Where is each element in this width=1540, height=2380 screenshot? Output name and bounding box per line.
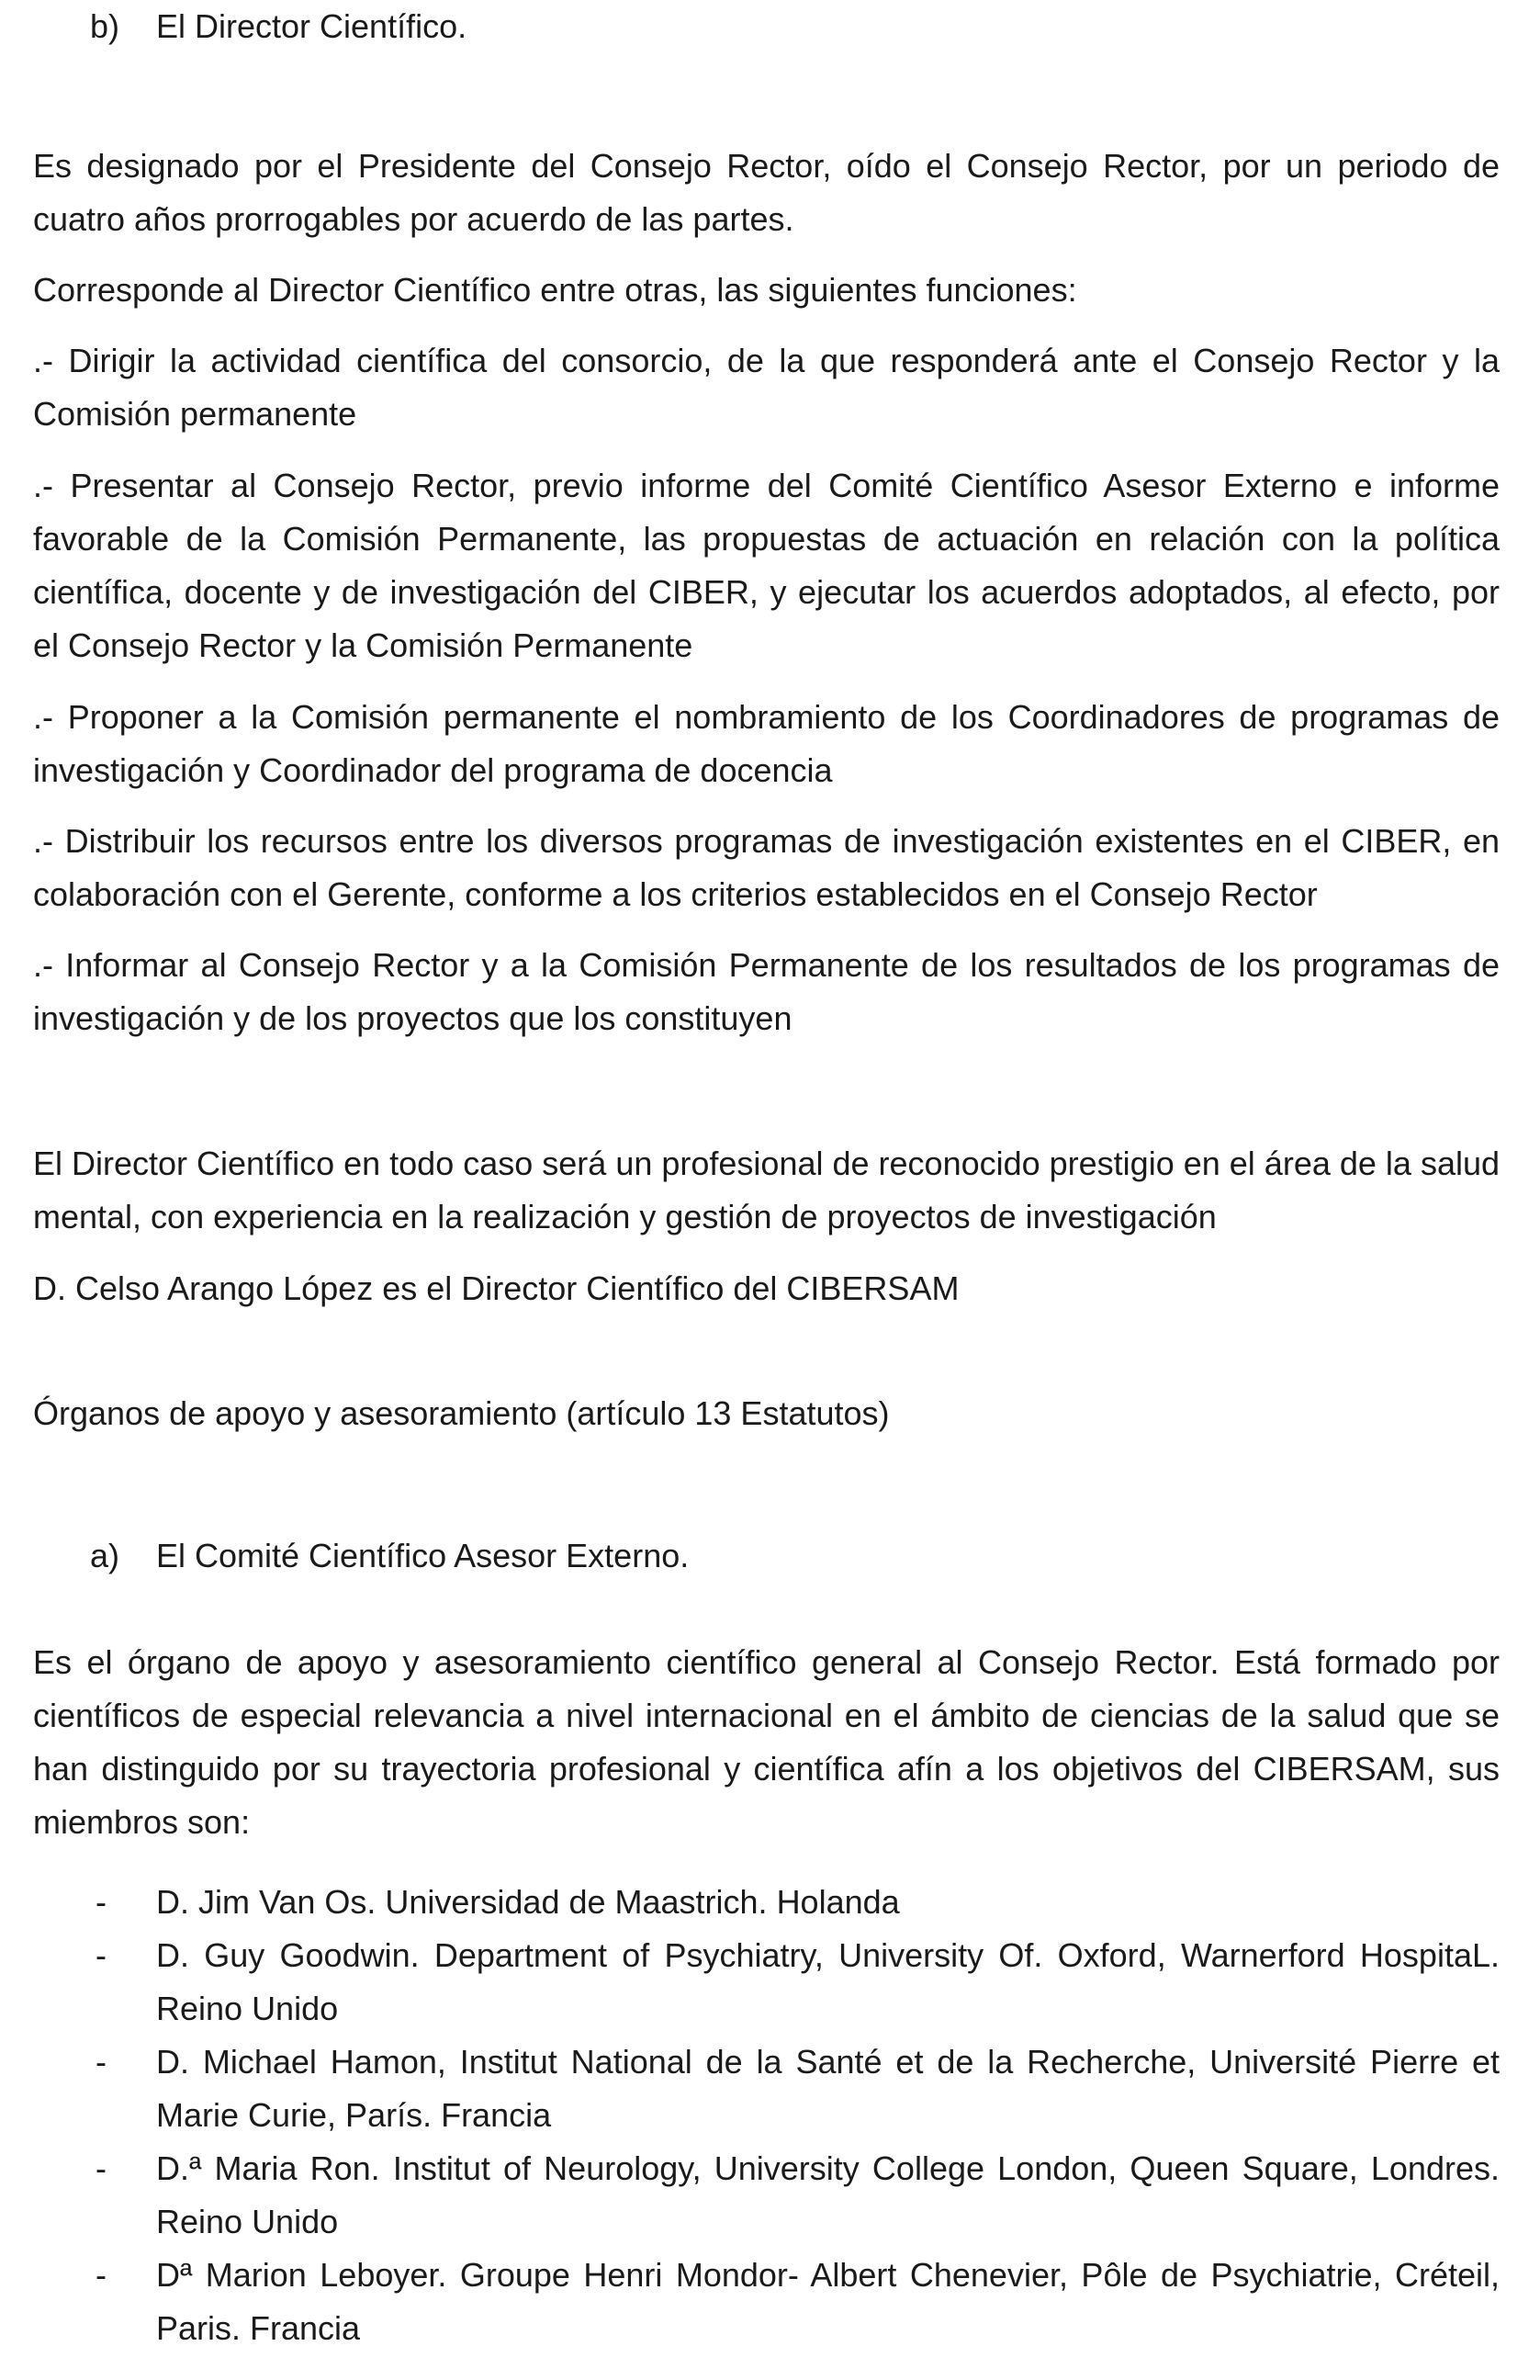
function-item-1: .- Dirigir la actividad científica del consorcio, de la que responderá ante el Consejo Rector y la Comisión permanente <box>33 342 1500 433</box>
paragraph-director-requirements: El Director Científico en todo caso será un profesional de reconocido prestigio en el área de la salud mental, con experiencia en la realización y gestión de proyectos de investigación <box>33 1145 1500 1235</box>
list-item <box>33 1876 1500 1929</box>
section-b-title: El Director Científico. <box>156 7 467 45</box>
section-a-heading <box>90 1529 689 1583</box>
organos-heading: Órganos de apoyo y asesoramiento (artículo 13 Estatutos) <box>33 1394 890 1432</box>
dash-bullet: - <box>96 2256 107 2294</box>
list-item <box>33 1929 1500 2036</box>
section-b-marker: b) <box>90 7 120 45</box>
dash-bullet: - <box>96 2043 107 2081</box>
paragraph-director-name: D. Celso Arango López es el Director Científico del CIBERSAM <box>33 1269 960 1307</box>
paragraph-functions-intro: Corresponde al Director Científico entre otras, las siguientes funciones: <box>33 271 1077 309</box>
section-a-title: El Comité Científico Asesor Externo. <box>156 1537 690 1574</box>
dash-bullet: - <box>96 1883 107 1921</box>
member-text: D. Jim Van Os. Universidad de Maastrich. Holanda <box>156 1883 900 1921</box>
member-text: D. Michael Hamon, Institut National de la Santé et de la Recherche, Université Pierre et Marie Curie, París. Francia <box>156 2043 1500 2134</box>
member-text: Dª Marion Leboyer. Groupe Henri Mondor- Albert Chenevier, Pôle de Psychiatrie, Créteil, Paris. Francia <box>156 2256 1500 2347</box>
committee-members-list <box>33 1876 1500 2355</box>
section-a-marker: a) <box>90 1537 120 1574</box>
function-item-3: .- Proponer a la Comisión permanente el nombramiento de los Coordinadores de programas de investigación y Coordinador del programa de docencia <box>33 698 1500 789</box>
paragraph-committee-description: Es el órgano de apoyo y asesoramiento científico general al Consejo Rector. Está formado por científicos de especial relevancia a nivel internacional en el ámbito de ciencias de la salud que se han distinguido por su trayectoria profesional y científica afín a los objetivos del CIBERSAM, sus miembros son: <box>33 1643 1500 1841</box>
member-text: D. Guy Goodwin. Department of Psychiatry, University Of. Oxford, Warnerford HospitaL. Reino Unido <box>156 1936 1500 2027</box>
dash-bullet: - <box>96 2149 107 2187</box>
list-item <box>33 2142 1500 2249</box>
section-b-heading <box>90 0 466 53</box>
function-item-2: .- Presentar al Consejo Rector, previo informe del Comité Científico Asesor Externo e informe favorable de la Comisión Permanente, las propuestas de actuación en relación con la política científica, docente y de investigación del CIBER, y ejecutar los acuerdos adoptados, al efecto, por el Consejo Rector y la Comisión Permanente <box>33 467 1500 664</box>
list-item <box>33 2036 1500 2142</box>
dash-bullet: - <box>96 1936 107 1974</box>
function-item-4: .- Distribuir los recursos entre los diversos programas de investigación existentes en el CIBER, en colaboración con el Gerente, conforme a los criterios establecidos en el Consejo Rector <box>33 822 1500 913</box>
member-text: D.ª Maria Ron. Institut of Neurology, University College London, Queen Square, Londres. Reino Unido <box>156 2149 1500 2240</box>
function-item-5: .- Informar al Consejo Rector y a la Comisión Permanente de los resultados de los programas de investigación y de los proyectos que los constituyen <box>33 946 1500 1037</box>
list-item <box>33 2249 1500 2355</box>
paragraph-designation: Es designado por el Presidente del Consejo Rector, oído el Consejo Rector, por un periodo de cuatro años prorrogables por acuerdo de las partes. <box>33 147 1500 238</box>
